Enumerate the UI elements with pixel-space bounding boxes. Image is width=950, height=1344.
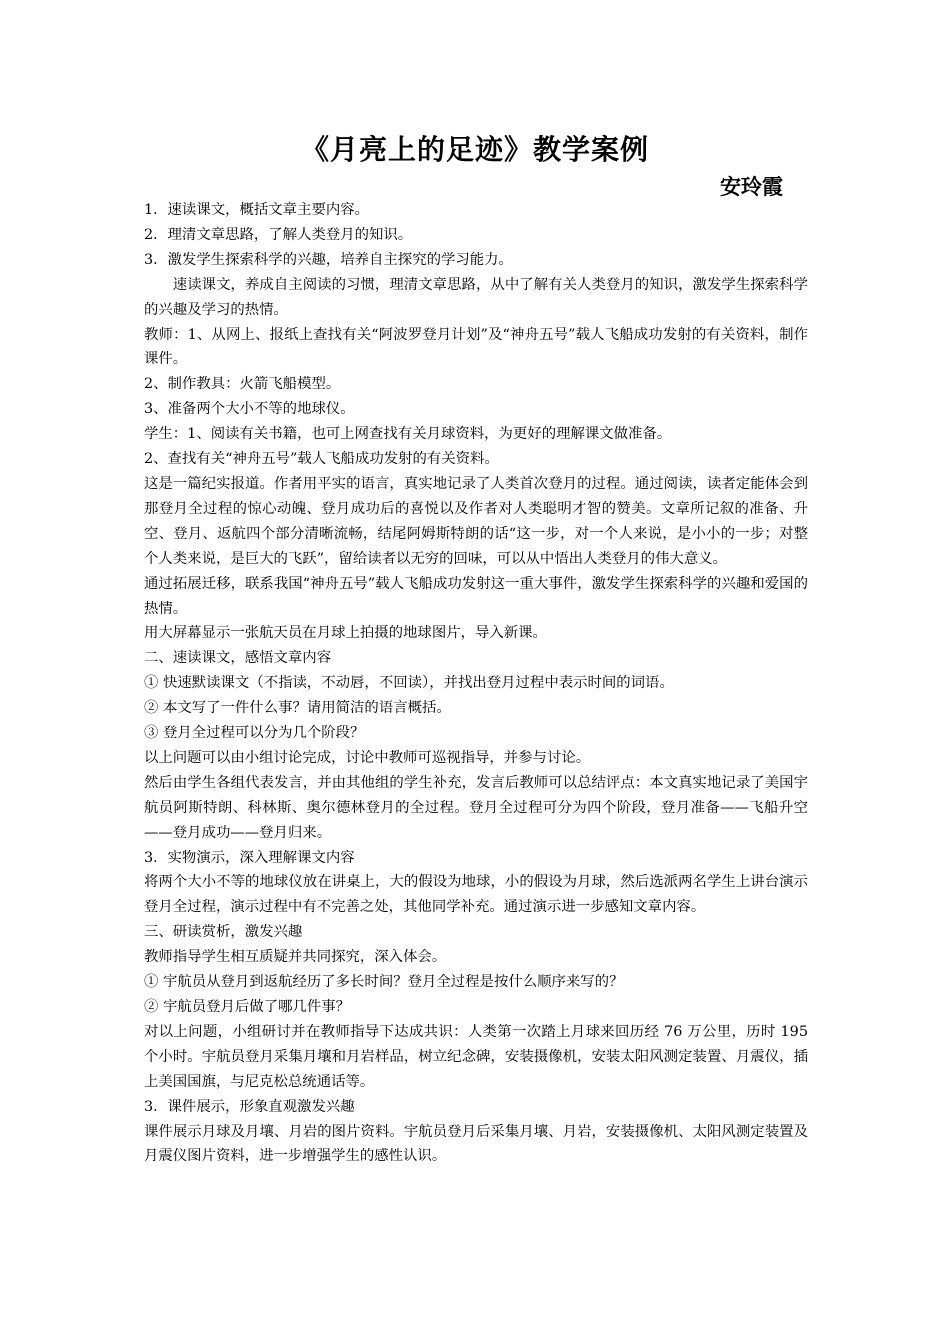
study-question-1: ① 宇航员从登月到返航经历了多长时间？登月全过程是按什么顺序来写的？ — [144, 974, 624, 991]
student-prep-1: 学生：1、阅读有关书籍，也可上网查找有关月球资料，为更好的理解课文做准备。 — [144, 426, 672, 443]
section-demo-heading: 3．实物演示，深入理解课文内容 — [144, 849, 355, 866]
teaching-focus-paragraph: 速读课文，养成自主阅读的习惯，理清文章思路，从中了解有关人类登月的知识，激发学生探索科学的兴趣及学习的热情。 — [144, 276, 808, 318]
student-prep-2: 2、查找有关“神舟五号”载人飞船成功发射的有关资料。 — [144, 451, 499, 468]
inquiry-paragraph: 教师指导学生相互质疑并共同探究，深入体会。 — [144, 949, 447, 966]
demo-paragraph: 将两个大小不等的地球仪放在讲桌上，大的假设为地球，小的假设为月球，然后选派两名学生上讲台演示登月全过程，演示过程中有不完善之处，其他同学补充。通过演示进一步感知文章内容。 — [144, 874, 808, 916]
section-2-heading: 二、速读课文，感悟文章内容 — [144, 650, 332, 667]
summary-paragraph: 然后由学生各组代表发言，并由其他组的学生补充，发言后教师可以总结评点：本文真实地记录了美国宇航员阿斯特朗、科林斯、奥尔德林登月的全过程。登月全过程可分为四个阶段，登月准备——飞船升空——登月成功——登月归来。 — [144, 774, 808, 841]
document-body — [144, 198, 808, 1169]
objective-3: 3．激发学生探索科学的兴趣，培养自主探究的学习能力。 — [144, 251, 513, 268]
question-3: ③ 登月全过程可以分为几个阶段？ — [144, 725, 365, 742]
teacher-prep-3: 3、准备两个大小不等的地球仪。 — [144, 401, 355, 418]
discussion-paragraph: 以上问题可以由小组讨论完成，讨论中教师可巡视指导，并参与讨论。 — [144, 749, 591, 766]
section-courseware-heading: 3．课件展示，形象直观激发兴趣 — [144, 1098, 355, 1115]
study-question-2: ② 宇航员登月后做了哪几件事？ — [144, 999, 351, 1015]
document-title: 《月亮上的足迹》教学案例 — [300, 133, 649, 166]
objective-2: 2．理清文章思路，了解人类登月的知识。 — [144, 226, 413, 243]
courseware-paragraph: 课件展示月球及月壤、月岩的图片资料。宇航员登月后采集月壤、月岩，安装摄像机、太阳风测定装置及月震仪图片资料，进一步增强学生的感性认识。 — [144, 1123, 808, 1165]
question-2: ② 本文写了一件什么事？请用简洁的语言概括。 — [144, 700, 451, 717]
document-author: 安玲霞 — [720, 174, 783, 199]
teacher-prep-2: 2、制作教具：火箭飞船模型。 — [144, 376, 341, 393]
extension-paragraph: 通过拓展迁移，联系我国“神舟五号”载人飞船成功发射这一重大事件，激发学生探索科学的兴趣和爱国的热情。 — [144, 575, 808, 617]
section-3-heading: 三、研读赏析，激发兴趣 — [144, 924, 303, 941]
text-analysis-paragraph: 这是一篇纪实报道。作者用平实的语言，真实地记录了人类首次登月的过程。通过阅读，读者定能体会到那登月全过程的惊心动魄、登月成功后的喜悦以及作者对人类聪明才智的赞美。文章所记叙的准备、升空、登月、返航四个部分清晰流畅，结尾阿姆斯特朗的话“这一步，对一个人来说，是小小的一步；对整个人类来说，是巨大的飞跃”，留给读者以无穷的回味，可以从中悟出人类登月的伟大意义。 — [144, 475, 808, 567]
teacher-prep-1: 教师：1、从网上、报纸上查找有关“阿波罗登月计划”及“神舟五号”载人飞船成功发射的有关资料，制作课件。 — [144, 326, 808, 368]
lesson-intro-paragraph: 用大屏幕显示一张航天员在月球上拍摄的地球图片，导入新课。 — [144, 625, 547, 642]
consensus-paragraph: 对以上问题，小组研讨并在教师指导下达成共识：人类第一次踏上月球来回历经 76 万公里，历时 195 个小时。宇航员登月采集月壤和月岩样品，树立纪念碑，安装摄像机，安装太阳风测定装置、月震仪，插上美国国旗，与尼克松总统通话等。 — [144, 1023, 808, 1090]
question-1: ① 快速默读课文（不指读，不动唇，不回读），并找出登月过程中表示时间的词语。 — [144, 675, 674, 692]
objective-1: 1．速读课文，概括文章主要内容。 — [144, 202, 370, 218]
